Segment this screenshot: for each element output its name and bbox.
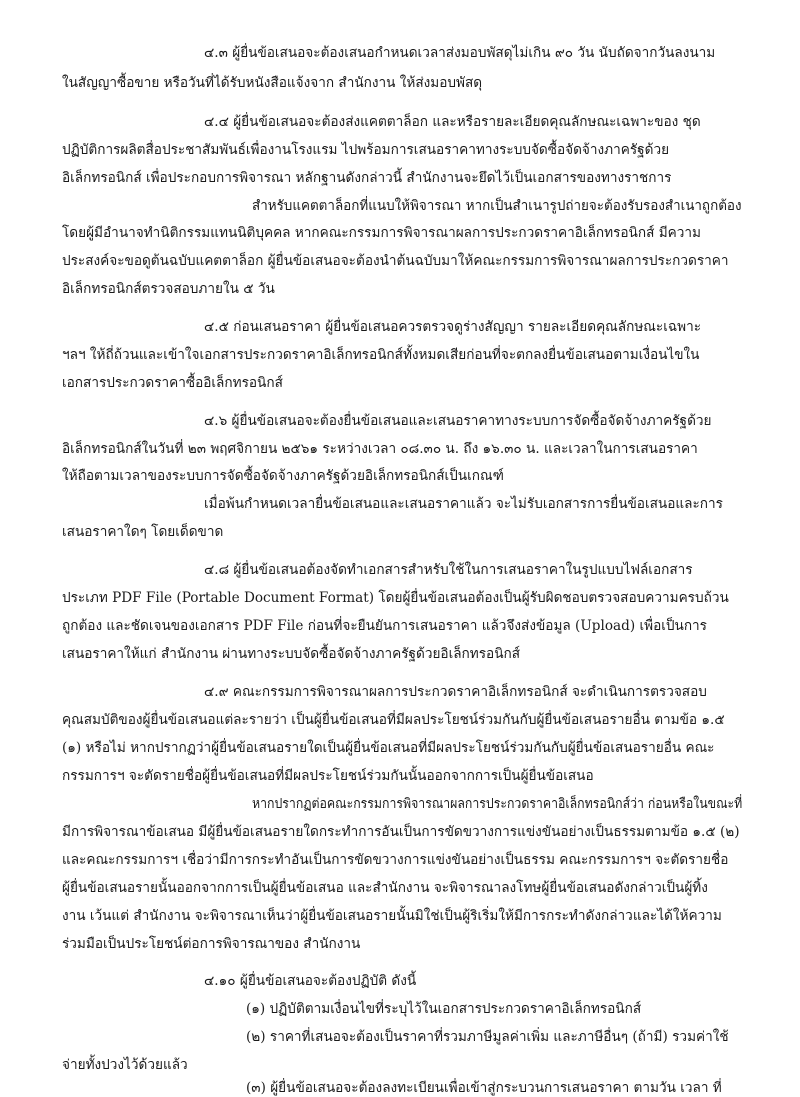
clause-4-9-line-4: กรรมการฯ จะตัดรายชื่อผู้ยื่นข้อเสนอที่มีผลประโยชน์ร่วมกันนั้นออกจากการเป็นผู้ยื่นข้อเสนอ [62,768,594,784]
clause-4-4-line-5: โดยผู้มีอำนาจทำนิติกรรมแทนนิติบุคคล หากคณะกรรมการพิจารณาผลการประกวดราคาอิเล็กทรอนิกส์ มีความ [62,225,701,241]
clause-4-9-line-5: หากปรากฏต่อคณะกรรมการพิจารณาผลการประกวดราคาอิเล็กทรอนิกส์ว่า ก่อนหรือในขณะที่ [252,796,743,812]
clause-4-9-line-9: งาน เว้นแต่ สำนักงาน จะพิจารณาเห็นว่าผู้ยื่นข้อเสนอรายนั้นมิใช่เป็นผู้ริเริ่มให้มีการกระทำดังกล่าวและได้ให้ความ [62,908,722,924]
clause-4-4-line-6: ประสงค์จะขอดูต้นฉบับแคตตาล็อก ผู้ยื่นข้อเสนอจะต้องนำต้นฉบับมาให้คณะกรรมการพิจารณาผลการประกวดราคา [62,253,729,269]
clause-4-6-line-3: ให้ถือตามเวลาของระบบการจัดซื้อจัดจ้างภาครัฐด้วยอิเล็กทรอนิกส์เป็นเกณฑ์ [62,468,504,484]
clause-4-4-line-1: ๔.๔ ผู้ยื่นข้อเสนอจะต้องส่งแคตตาล็อก และหรือรายละเอียดคุณลักษณะเฉพาะของ ชุด [204,114,701,130]
clause-4-8-line-3: ถูกต้อง และชัดเจนของเอกสาร PDF File ก่อนที่จะยืนยันการเสนอราคา แล้วจึงส่งข้อมูล (Upload) เพื่อเป็นการ [62,618,707,634]
clause-4-10-heading: ๔.๑๐ ผู้ยื่นข้อเสนอจะต้องปฏิบัติ ดังนี้ [204,973,417,989]
clause-4-9-line-7: และคณะกรรมการฯ เชื่อว่ามีการกระทำอันเป็นการขัดขวางการแข่งขันอย่างเป็นธรรม คณะกรรมการฯ จะตัดรายชื่อ [62,852,729,868]
clause-4-6-line-4: เมื่อพ้นกำหนดเวลายื่นข้อเสนอและเสนอราคาแล้ว จะไม่รับเอกสารการยื่นข้อเสนอและการ [204,496,723,512]
clause-4-4-line-7: อิเล็กทรอนิกส์ตรวจสอบภายใน ๕ วัน [62,281,275,297]
clause-4-10-item-3-line-1: (๓) ผู้ยื่นข้อเสนอจะต้องลงทะเบียนเพื่อเข้าสู่กระบวนการเสนอราคา ตามวัน เวลา ที่ [246,1080,722,1096]
clause-4-5-line-3: เอกสารประกวดราคาซื้ออิเล็กทรอนิกส์ [62,375,283,391]
clause-4-5-line-2: ฯลฯ ให้ถี่ถ้วนและเข้าใจเอกสารประกวดราคาอิเล็กทรอนิกส์ทั้งหมดเสียก่อนที่จะตกลงยื่นข้อเสนอตามเงื่อนไขใน [62,347,700,363]
clause-4-10-item-1: (๑) ปฏิบัติตามเงื่อนไขที่ระบุไว้ในเอกสารประกวดราคาอิเล็กทรอนิกส์ [246,1001,642,1017]
clause-4-10-item-2-line-1: (๒) ราคาที่เสนอจะต้องเป็นราคาที่รวมภาษีมูลค่าเพิ่ม และภาษีอื่นๆ (ถ้ามี) รวมค่าใช้ [246,1029,729,1045]
clause-4-10-item-2-line-2: จ่ายทั้งปวงไว้ด้วยแล้ว [62,1057,188,1073]
clause-4-5-line-1: ๔.๕ ก่อนเสนอราคา ผู้ยื่นข้อเสนอควรตรวจดูร่างสัญญา รายละเอียดคุณลักษณะเฉพาะ [204,319,702,335]
clause-4-9-line-2: คุณสมบัติของผู้ยื่นข้อเสนอแต่ละรายว่า เป็นผู้ยื่นข้อเสนอที่มีผลประโยชน์ร่วมกันกับผู้ยื่นข้อเสนอรายอื่น ตามข้อ ๑.๕ [62,712,725,728]
clause-4-4-line-4: สำหรับแคตตาล็อกที่แนบให้พิจารณา หากเป็นสำเนารูปถ่ายจะต้องรับรองสำเนาถูกต้อง [252,198,742,214]
clause-4-4-line-2: ปฏิบัติการผลิตสื่อประชาสัมพันธ์เพื่องานโรงแรม ไปพร้อมการเสนอราคาทางระบบจัดซื้อจัดจ้างภาครัฐด้วย [62,142,670,158]
clause-4-6-line-1: ๔.๖ ผู้ยื่นข้อเสนอจะต้องยื่นข้อเสนอและเสนอราคาทางระบบการจัดซื้อจัดจ้างภาครัฐด้วย [204,413,712,429]
clause-4-9-line-3: (๑) หรือไม่ หากปรากฏว่าผู้ยื่นข้อเสนอรายใดเป็นผู้ยื่นข้อเสนอที่มีผลประโยชน์ร่วมกันกับผู้ยื่นข้อเสนอรายอื่น คณะ [62,740,715,756]
clause-4-6-line-2: อิเล็กทรอนิกส์ในวันที่ ๒๓ พฤศจิกายน ๒๕๖๑ ระหว่างเวลา ๐๘.๓๐ น. ถึง ๑๖.๓๐ น. และเวลาในการเสนอราคา [62,441,698,457]
clause-4-9-line-1: ๔.๙ คณะกรรมการพิจารณาผลการประกวดราคาอิเล็กทรอนิกส์ จะดำเนินการตรวจสอบ [204,684,707,700]
clause-4-9-line-8: ผู้ยื่นข้อเสนอรายนั้นออกจากการเป็นผู้ยื่นข้อเสนอ และสำนักงาน จะพิจารณาลงโทษผู้ยื่นข้อเสนอดังกล่าวเป็นผู้ทิ้ง [62,880,708,896]
clause-4-6-line-5: เสนอราคาใดๆ โดยเด็ดขาด [62,524,224,540]
clause-4-8-line-2: ประเภท PDF File (Portable Document Format) โดยผู้ยื่นข้อเสนอต้องเป็นผู้รับผิดชอบตรวจสอบความครบถ้วน [62,590,729,606]
clause-4-9-line-6: มีการพิจารณาข้อเสนอ มีผู้ยื่นข้อเสนอรายใดกระทำการอันเป็นการขัดขวางการแข่งขันอย่างเป็นธรรมตามข้อ ๑.๕ (๒) [62,824,740,840]
clause-4-9-line-10: ร่วมมือเป็นประโยชน์ต่อการพิจารณาของ สำนักงาน [62,936,361,952]
clause-4-4-line-3: อิเล็กทรอนิกส์ เพื่อประกอบการพิจารณา หลักฐานดังกล่าวนี้ สำนักงานจะยึดไว้เป็นเอกสารของทางราชการ [62,170,672,186]
clause-4-8-line-4: เสนอราคาให้แก่ สำนักงาน ผ่านทางระบบจัดซื้อจัดจ้างภาครัฐด้วยอิเล็กทรอนิกส์ [62,646,521,662]
clause-4-3-line-1: ๔.๓ ผู้ยื่นข้อเสนอจะต้องเสนอกำหนดเวลาส่งมอบพัสดุไม่เกิน ๙๐ วัน นับถัดจากวันลงนาม [204,45,716,61]
clause-4-8-line-1: ๔.๘ ผู้ยื่นข้อเสนอต้องจัดทำเอกสารสำหรับใช้ในการเสนอราคาในรูปแบบไฟล์เอกสาร [204,562,693,578]
clause-4-3-line-2: ในสัญญาซื้อขาย หรือวันที่ได้รับหนังสือแจ้งจาก สำนักงาน ให้ส่งมอบพัสดุ [62,75,483,91]
